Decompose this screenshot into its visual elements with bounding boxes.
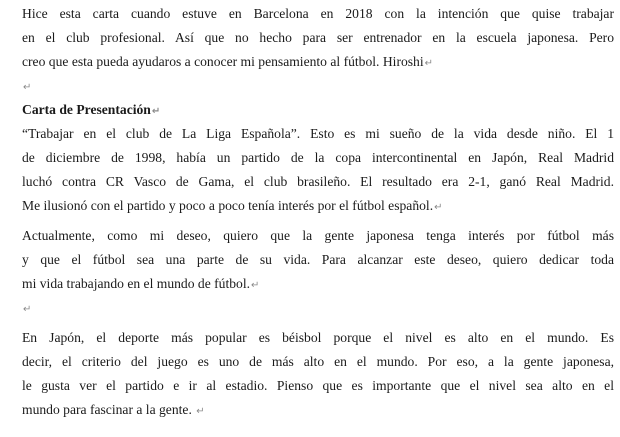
intro-line-1: Hice esta carta cuando estuve en Barcelona en 2018 con la intención que quise trabajar — [22, 6, 614, 21]
p3-line-1: En Japón, el deporte más popular es béisbol porque el nivel es alto en el mundo. Es — [22, 330, 614, 345]
paragraph-mark-icon: ↵ — [434, 202, 443, 213]
p1-line-2: de diciembre de 1998, había un partido de la copa intercontinental en Japón, Real Madrid — [22, 150, 614, 165]
document-page — [22, 2, 614, 422]
p1-line-4 — [22, 194, 614, 218]
p2-line-2: y que el fútbol sea una parte de su vida. Para alcanzar este deseo, quiero dedicar toda — [22, 252, 614, 267]
letter-heading — [22, 98, 614, 122]
p3-line-3: le gusta ver el partido e ir al estadio. Pienso que es importante que el nivel sea alto en el — [22, 378, 614, 393]
p3-line-4-text: mundo para fascinar a la gente. — [22, 402, 196, 417]
p1-line-4-text: Me ilusionó con el partido y poco a poco tenía interés por el fútbol español. — [22, 198, 434, 213]
empty-line — [22, 296, 614, 320]
p3-line-4 — [22, 398, 614, 422]
paragraph-1 — [22, 122, 614, 218]
intro-line-2: en el club profesional. Así que no hecho para ser entrenador en la escuela japonesa. Pero — [22, 30, 614, 45]
paragraph-mark-icon: ↵ — [424, 58, 434, 69]
p1-line-1: “Trabajar en el club de La Liga Española”. Esto es mi sueño de la vida desde niño. El 1 — [22, 126, 614, 141]
intro-line-3-text: creo que esta pueda ayudaros a conocer mi pensamiento al fútbol. Hiroshi — [22, 54, 424, 69]
intro-line-3 — [22, 50, 614, 74]
p2-line-1: Actualmente, como mi deseo, quiero que la gente japonesa tenga interés por fútbol más — [22, 228, 614, 243]
p2-line-3-text: mi vida trabajando en el mundo de fútbol. — [22, 276, 251, 291]
heading-text: Carta de Presentación — [22, 102, 151, 117]
p3-line-2: decir, el criterio del juego es uno de más alto en el mundo. Por eso, a la gente japonesa, — [22, 354, 614, 369]
paragraph-mark-icon: ↵ — [23, 82, 32, 93]
paragraph-mark-icon: ↵ — [196, 406, 205, 417]
empty-line — [22, 74, 614, 98]
paragraph-mark-icon: ↵ — [23, 304, 32, 315]
p2-line-3 — [22, 272, 614, 296]
paragraph-3 — [22, 326, 614, 422]
paragraph-mark-icon: ↵ — [251, 280, 260, 291]
paragraph-2 — [22, 224, 614, 296]
intro-paragraph — [22, 2, 614, 74]
p1-line-3: luchó contra CR Vasco de Gama, el club brasileño. El resultado era 2-1, ganó Real Madrid. — [22, 174, 614, 189]
paragraph-mark-icon: ↵ — [151, 106, 161, 117]
